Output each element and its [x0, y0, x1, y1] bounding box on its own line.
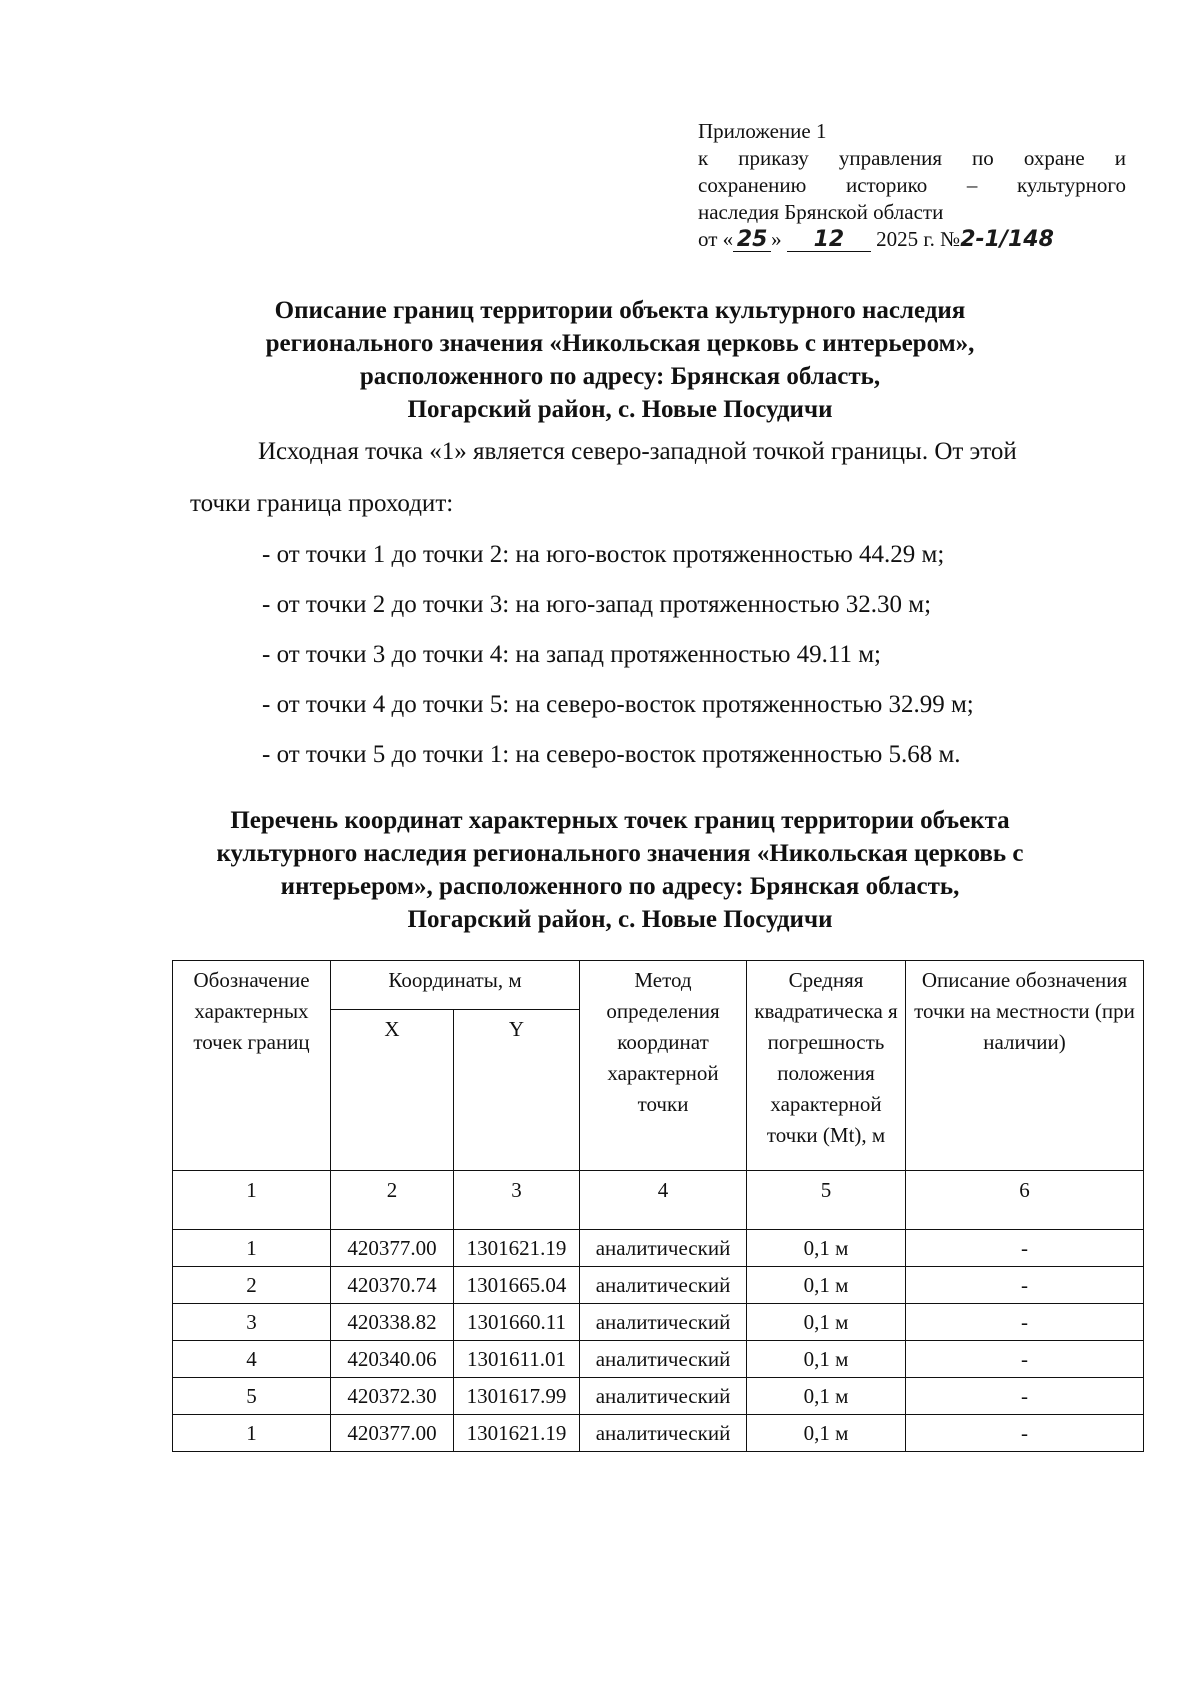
cell-point: 5 [173, 1378, 331, 1415]
cell-x: 420340.06 [331, 1341, 454, 1378]
column-number: 2 [331, 1171, 454, 1230]
title-line: Описание границ территории объекта культурного наследия [274, 297, 966, 324]
title-line: Погарский район, с. Новые Посудичи [407, 396, 833, 423]
order-number: 2-1/148 [960, 227, 1054, 252]
header-coordinates: Координаты, м [331, 961, 580, 1010]
order-day: 25 [733, 229, 771, 252]
cell-method: аналитический [580, 1378, 747, 1415]
cell-description: - [906, 1267, 1144, 1304]
table-row [173, 1230, 1144, 1267]
appendix-line-region: наследия Брянской области [698, 200, 944, 224]
header-description: Описание обозначения точки на местности (при наличии) [906, 961, 1144, 1171]
cell-method: аналитический [580, 1230, 747, 1267]
cell-y: 1301621.19 [454, 1415, 580, 1452]
table-header-row [173, 961, 1144, 1010]
intro-paragraph-line2: точки граница проходит: [190, 490, 454, 517]
cell-error: 0,1 м [747, 1378, 906, 1415]
cell-method: аналитический [580, 1304, 747, 1341]
cell-y: 1301621.19 [454, 1230, 580, 1267]
segment-item: - от точки 5 до точки 1: на северо-восток протяженностью 5.68 м. [262, 741, 961, 768]
cell-error: 0,1 м [747, 1267, 906, 1304]
header-designation: Обозначение характерных точек границ [173, 961, 331, 1171]
column-number: 3 [454, 1171, 580, 1230]
coordinates-table [172, 960, 1144, 1452]
table-row [173, 1415, 1144, 1452]
segment-item: - от точки 1 до точки 2: на юго-восток протяженностью 44.29 м; [262, 541, 945, 568]
cell-error: 0,1 м [747, 1230, 906, 1267]
segment-item: - от точки 3 до точки 4: на запад протяженностью 49.11 м; [262, 641, 881, 668]
cell-error: 0,1 м [747, 1415, 906, 1452]
cell-method: аналитический [580, 1267, 747, 1304]
title-line: расположенного по адресу: Брянская область, [359, 363, 881, 390]
cell-x: 420372.30 [331, 1378, 454, 1415]
cell-description: - [906, 1415, 1144, 1452]
order-year: 2025 г. № [876, 227, 961, 251]
column-number: 4 [580, 1171, 747, 1230]
cell-x: 420338.82 [331, 1304, 454, 1341]
appendix-label: Приложение 1 [698, 119, 827, 143]
appendix-line-order: к приказу управления по охране и [698, 146, 1126, 170]
cell-x: 420370.74 [331, 1267, 454, 1304]
cell-y: 1301660.11 [454, 1304, 580, 1341]
column-number: 1 [173, 1171, 331, 1230]
column-number-row [173, 1171, 1144, 1230]
cell-error: 0,1 м [747, 1341, 906, 1378]
cell-y: 1301665.04 [454, 1267, 580, 1304]
table-row [173, 1304, 1144, 1341]
appendix-line-department: сохранению историко – культурного [698, 173, 1126, 197]
title-line: Погарский район, с. Новые Посудичи [407, 906, 833, 933]
table-row [173, 1378, 1144, 1415]
segment-item: - от точки 4 до точки 5: на северо-восток протяженностью 32.99 м; [262, 691, 974, 718]
column-number: 5 [747, 1171, 906, 1230]
title-line: регионального значения «Никольская церковь с интерьером», [265, 330, 975, 357]
order-date-number [698, 226, 1126, 253]
coordinates-list-title [170, 804, 1070, 936]
cell-point: 1 [173, 1415, 331, 1452]
cell-y: 1301617.99 [454, 1378, 580, 1415]
title-line: Перечень координат характерных точек границ территории объекта [230, 807, 1010, 834]
header-y: Y [454, 1010, 580, 1171]
order-from: от « [698, 227, 734, 251]
boundary-description-title [170, 294, 1070, 426]
table-row [173, 1341, 1144, 1378]
header-method: Метод определения координат характерной точки [580, 961, 747, 1171]
header-error: Средняя квадратическа я погрешность положения характерной точки (Mt), м [747, 961, 906, 1171]
cell-point: 3 [173, 1304, 331, 1341]
cell-description: - [906, 1378, 1144, 1415]
title-line: интерьером», расположенного по адресу: Брянская область, [280, 873, 960, 900]
cell-y: 1301611.01 [454, 1341, 580, 1378]
cell-x: 420377.00 [331, 1230, 454, 1267]
order-close-quote: » [771, 227, 782, 251]
cell-description: - [906, 1230, 1144, 1267]
cell-point: 2 [173, 1267, 331, 1304]
appendix-header [698, 118, 1126, 253]
cell-method: аналитический [580, 1415, 747, 1452]
cell-x: 420377.00 [331, 1415, 454, 1452]
column-number: 6 [906, 1171, 1144, 1230]
cell-point: 1 [173, 1230, 331, 1267]
header-x: X [331, 1010, 454, 1171]
order-month: 12 [787, 229, 871, 252]
cell-description: - [906, 1304, 1144, 1341]
title-line: культурного наследия регионального значения «Никольская церковь с [216, 840, 1024, 867]
cell-error: 0,1 м [747, 1304, 906, 1341]
table-row [173, 1267, 1144, 1304]
cell-description: - [906, 1341, 1144, 1378]
cell-method: аналитический [580, 1341, 747, 1378]
intro-paragraph-line1: Исходная точка «1» является северо-западной точкой границы. От этой [258, 438, 1017, 465]
cell-point: 4 [173, 1341, 331, 1378]
segment-item: - от точки 2 до точки 3: на юго-запад протяженностью 32.30 м; [262, 591, 932, 618]
